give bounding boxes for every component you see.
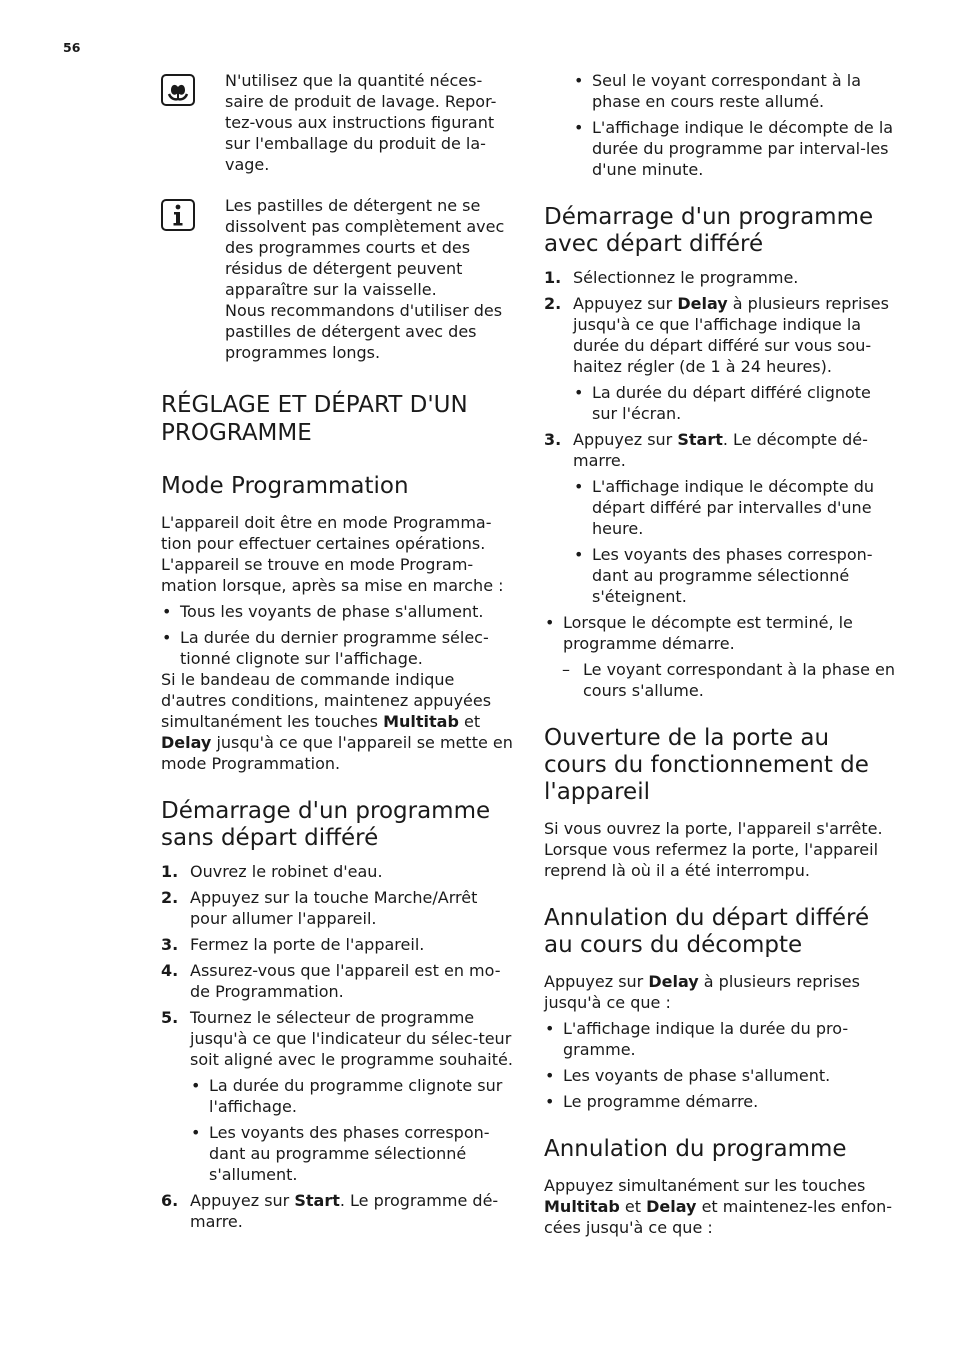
door-open-text: Si vous ouvrez la porte, l'appareil s'arrête. Lorsque vous refermez la porte, l'appareil reprend là où il a été interrompu. xyxy=(544,819,883,880)
start-key: Start xyxy=(677,430,723,449)
list-item: • L'affichage indique la durée du pro-gramme. xyxy=(544,1018,899,1060)
mode-after-text: Si le bandeau de commande indique d'autres conditions, maintenez appuyées simultanément les touches Multitab et Delay jusqu'à ce que l'appareil se mette en mode Programmation. xyxy=(161,670,513,773)
info-note xyxy=(161,195,516,363)
list-item: 2. Appuyez sur Delay à plusieurs reprises jusqu'à ce que l'affichage indique la durée du départ différé sur vous sou-haitez régler (de 1 à 24 heures). • La durée du départ différé clignote sur l'écran. xyxy=(544,293,899,424)
cancel-delay-bullets xyxy=(544,1018,899,1112)
list-item: • La durée du départ différé clignote sur l'écran. xyxy=(573,382,899,424)
page-number: 56 xyxy=(63,40,81,55)
multitab-key: Multitab xyxy=(383,712,459,731)
delay-key: Delay xyxy=(161,733,212,752)
list-item: • L'affichage indique le décompte de la durée du programme par interval-les d'une minute. xyxy=(573,117,899,180)
mode-intro: L'appareil doit être en mode Programma-tion pour effectuer certaines opérations. L'appareil se trouve en mode Program-mation lorsque, après sa mise en marche : xyxy=(161,513,504,595)
list-item: • Lorsque le décompte est terminé, le programme démarre. – Le voyant correspondant à la phase en cours s'allume. xyxy=(544,612,899,701)
list-item: – Le voyant correspondant à la phase en cours s'allume. xyxy=(544,659,899,701)
section-title: RÉGLAGE ET DÉPART D'UN PROGRAMME xyxy=(161,392,468,446)
list-item: • Les voyants des phases correspon-dant au programme sélectionné s'éteignent. xyxy=(573,544,899,607)
delay-key: Delay xyxy=(677,294,728,313)
cancel-program-text: Appuyez simultanément sur les touches Multitab et Delay et maintenez-les enfon-cées jusqu'à ce que : xyxy=(544,1176,893,1237)
mode-programmation-heading: Mode Programmation xyxy=(161,473,409,499)
list-item: 2. Appuyez sur la touche Marche/Arrêt pour allumer l'appareil. xyxy=(161,888,478,928)
info-note-text-2: Nous recommandons d'utiliser des pastilles de détergent avec des programmes longs. xyxy=(225,301,503,362)
list-item: 1. Sélectionnez le programme. xyxy=(544,268,799,287)
list-item: 1. Ouvrez le robinet d'eau. xyxy=(161,862,383,881)
door-open-heading: Ouverture de la porte au cours du fonctionnement de l'appareil xyxy=(544,725,869,805)
cancel-program-heading: Annulation du programme xyxy=(544,1136,847,1162)
start-key: Start xyxy=(294,1191,340,1210)
right-column xyxy=(544,70,899,1238)
list-item: • L'affichage indique le décompte du départ différé par intervalles d'une heure. xyxy=(573,476,899,539)
delay-end-list xyxy=(544,612,899,701)
list-item: • Tous les voyants de phase s'allument. xyxy=(161,601,516,622)
mode-bullet-list xyxy=(161,601,516,669)
list-item: • La durée du programme clignote sur l'affichage. xyxy=(190,1075,516,1117)
list-item: • Les voyants de phase s'allument. xyxy=(544,1065,899,1086)
delay-key: Delay xyxy=(646,1197,697,1216)
list-item: • Les voyants des phases correspon-dant au programme sélectionné s'allument. xyxy=(190,1122,516,1185)
top-bullet-list xyxy=(544,70,899,180)
start-without-delay-steps xyxy=(161,861,516,1232)
eco-flower-icon xyxy=(161,74,195,106)
cancel-delay-text: Appuyez sur Delay à plusieurs reprises jusqu'à ce que : xyxy=(544,972,860,1012)
cancel-delay-heading: Annulation du départ différé au cours du décompte xyxy=(544,905,870,958)
list-item: 6. Appuyez sur Start. Le programme dé-marre. xyxy=(161,1191,499,1231)
list-item: 5. Tournez le sélecteur de programme jusqu'à ce que l'indicateur du sélec-teur soit aligné avec le programme souhaité. • La durée du programme clignote sur l'affichage. • Les voyants des phases correspon-dant au programme sélectionné s'allument. xyxy=(161,1007,516,1185)
list-item: • Seul le voyant correspondant à la phase en cours reste allumé. xyxy=(573,70,899,112)
eco-note-text: N'utilisez que la quantité néces-saire de produit de lavage. Repor-tez-vous aux instructions figurant sur l'emballage du produit de la-vage. xyxy=(225,71,497,174)
eco-note xyxy=(161,70,516,175)
info-icon xyxy=(161,199,195,231)
multitab-key: Multitab xyxy=(544,1197,620,1216)
start-with-delay-steps xyxy=(544,267,899,607)
start-without-delay-heading: Démarrage d'un programme sans départ différé xyxy=(161,798,491,851)
left-column xyxy=(161,70,516,1232)
list-item: 4. Assurez-vous que l'appareil est en mo-de Programmation. xyxy=(161,961,501,1001)
list-item: 3. Fermez la porte de l'appareil. xyxy=(161,935,425,954)
info-note-text-1: Les pastilles de détergent ne se dissolvent pas complètement avec des programmes courts et des résidus de détergent peuvent apparaître sur la vaisselle. xyxy=(225,196,505,299)
start-with-delay-heading: Démarrage d'un programme avec départ différé xyxy=(544,204,874,257)
list-item: • Le programme démarre. xyxy=(544,1091,899,1112)
list-item: • La durée du dernier programme sélec-tionné clignote sur l'affichage. xyxy=(161,627,516,669)
delay-key: Delay xyxy=(648,972,699,991)
list-item: 3. Appuyez sur Start. Le décompte dé-marre. • L'affichage indique le décompte du départ différé par intervalles d'une heure. • Les voyants des phases correspon-dant au programme sélectionné s'éteignent. xyxy=(544,429,899,607)
